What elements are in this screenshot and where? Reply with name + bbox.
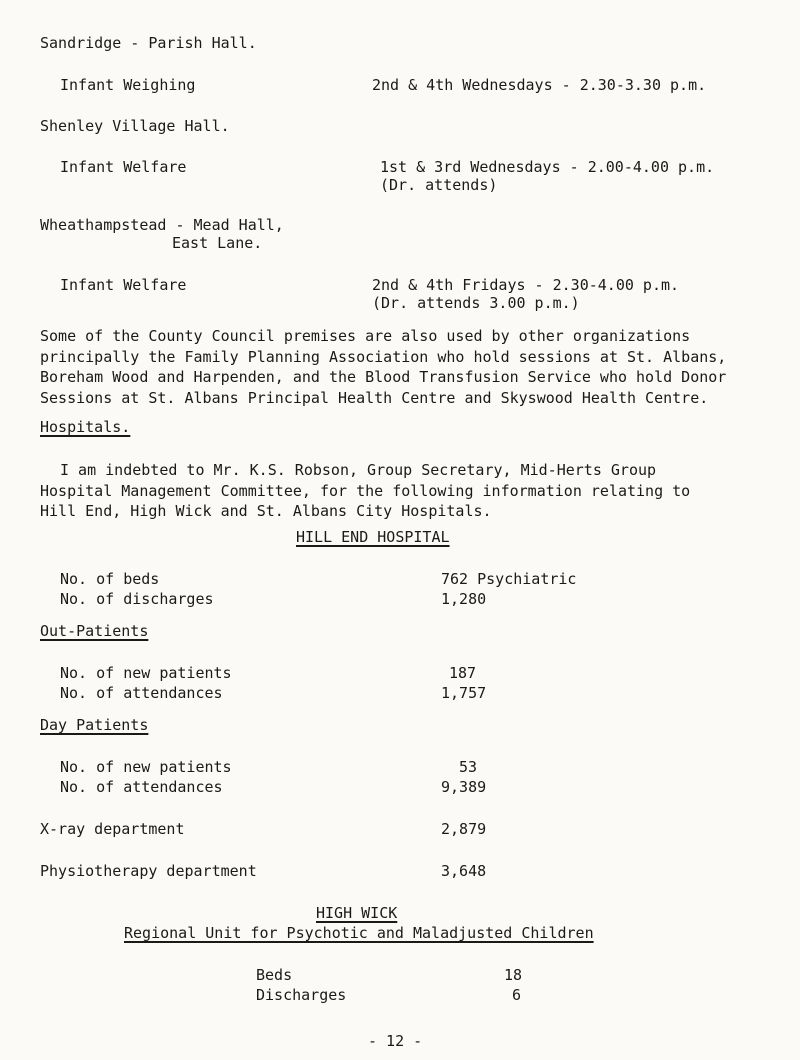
high-wick-unit: Regional Unit for Psychotic and Maladjusted Children [124,924,594,942]
discharges-value: 1,280 [441,590,487,608]
xray-label: X-ray department [40,820,185,838]
clinic-schedule: 2nd & 4th Wednesdays - 2.30-3.30 p.m. [372,76,707,94]
clinic-service: Infant Weighing [60,76,196,94]
op-att-value: 1,757 [441,684,487,702]
high-wick-beds-value: 18 [504,966,523,984]
day-patients-heading: Day Patients [40,716,149,734]
physio-value: 3,648 [441,862,487,880]
page-number: - 12 - [368,1032,423,1050]
physio-label: Physiotherapy department [40,862,257,880]
day-att-label: No. of attendances [60,778,223,796]
clinic-location-shenley: Shenley Village Hall. [40,117,230,135]
hospitals-heading: Hospitals. [40,418,131,436]
paragraph-line: I am indebted to Mr. K.S. Robson, Group Secretary, Mid-Herts Group [60,461,657,479]
clinic-schedule: 1st & 3rd Wednesdays - 2.00-4.00 p.m. [380,158,715,176]
clinic-note: (Dr. attends 3.00 p.m.) [372,294,580,312]
beds-label: No. of beds [60,570,160,588]
hill-end-title: HILL END HOSPITAL [296,528,450,546]
clinic-location-sandridge: Sandridge - Parish Hall. [40,34,257,52]
high-wick-discharges-label: Discharges [256,986,347,1004]
clinic-location-line2: East Lane. [172,234,263,252]
op-new-label: No. of new patients [60,664,232,682]
clinic-location-wheathampstead: Wheathampstead - Mead Hall, [40,216,284,234]
discharges-label: No. of discharges [60,590,214,608]
high-wick-beds-label: Beds [256,966,293,984]
premises-paragraph [40,326,780,408]
paragraph-line: Hill End, High Wick and St. Albans City Hospitals. [40,502,492,520]
paragraph-line: Boreham Wood and Harpenden, and the Blood Transfusion Service who hold Donor [40,368,727,386]
clinic-schedule: 2nd & 4th Fridays - 2.30-4.00 p.m. [372,276,680,294]
hospitals-paragraph [40,460,780,522]
day-new-label: No. of new patients [60,758,232,776]
paragraph-line: Some of the County Council premises are also used by other organizations [40,327,691,345]
paragraph-line: Hospital Management Committee, for the following information relating to [40,481,691,500]
high-wick-title: HIGH WICK [316,904,398,922]
high-wick-discharges-value: 6 [512,986,522,1004]
xray-value: 2,879 [441,820,487,838]
paragraph-line: principally the Family Planning Association who hold sessions at St. Albans, [40,347,727,366]
op-att-label: No. of attendances [60,684,223,702]
day-att-value: 9,389 [441,778,487,796]
clinic-service: Infant Welfare [60,158,187,176]
outpatients-heading: Out-Patients [40,622,149,640]
paragraph-line: Sessions at St. Albans Principal Health Centre and Skyswood Health Centre. [40,388,709,407]
clinic-note: (Dr. attends) [380,176,498,194]
day-new-value: 53 [459,758,478,776]
beds-value: 762 Psychiatric [441,570,577,588]
clinic-service: Infant Welfare [60,276,187,294]
op-new-value: 187 [449,664,477,682]
